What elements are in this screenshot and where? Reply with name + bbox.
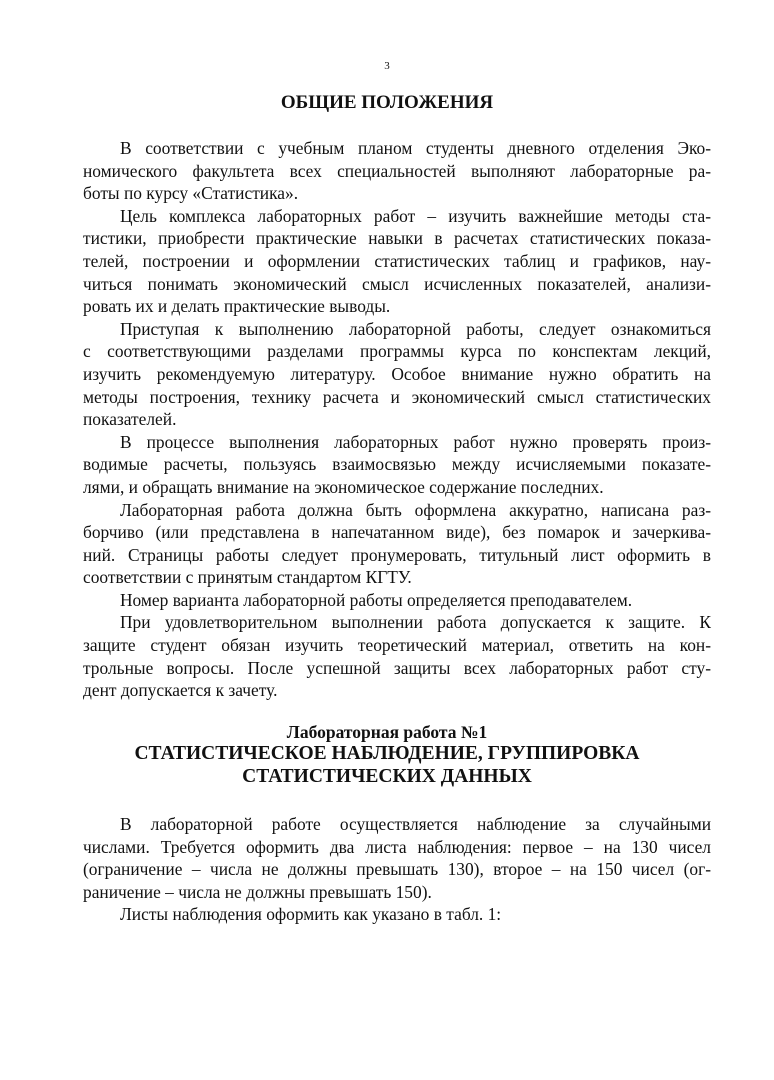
text-line: числами. Требуется оформить два листа наблюдения: первое – на 130 чисел	[83, 836, 711, 857]
text-line: В соответствии с учебным планом студенты дневного отделения Эко-	[120, 138, 711, 158]
paragraph	[83, 318, 711, 431]
text-line: показателей.	[83, 409, 177, 430]
lab-work-title-line2: СТАТИСТИЧЕСКИХ ДАННЫХ	[242, 766, 532, 787]
paragraph	[83, 589, 711, 612]
paragraph	[83, 499, 711, 589]
paragraph	[83, 205, 711, 318]
text-line: Приступая к выполнению лабораторной работы, следует ознакомиться	[120, 318, 711, 339]
text-line: защите студент обязан изучить теоретический материал, ответить на кон-	[83, 635, 711, 656]
paragraph	[83, 813, 711, 903]
text-line: (ограничение – числа не должны превышать 130), второе – на 150 чисел (ог-	[83, 859, 711, 880]
lab-work-body	[83, 813, 711, 926]
paragraph	[83, 431, 711, 499]
section-title-general: ОБЩИЕ ПОЛОЖЕНИЯ	[280, 92, 494, 113]
text-line: борчиво (или представлена в напечатанном виде), без помарок и зачеркива-	[83, 522, 711, 543]
section-general-body	[83, 137, 711, 702]
lab-work-title-line1: СТАТИСТИЧЕСКОЕ НАБЛЮДЕНИЕ, ГРУППИРОВКА	[134, 743, 640, 764]
text-line: В лабораторной работе осуществляется наблюдение за случайными	[120, 814, 711, 834]
lab-work-number: Лабораторная работа №1	[286, 722, 488, 742]
text-line: телей, построении и оформлении статистических таблиц и графиков, нау-	[83, 250, 711, 271]
text-line: тистики, приобрести практические навыки в расчетах статистических показа-	[83, 228, 711, 249]
text-line: с соответствующими разделами программы курса по конспектам лекций,	[83, 341, 711, 362]
text-line: Номер варианта лабораторной работы определяется преподавателем.	[120, 589, 633, 610]
paragraph	[83, 611, 711, 701]
paragraph	[83, 903, 711, 926]
text-line: Листы наблюдения оформить как указано в табл. 1:	[120, 904, 502, 925]
text-line: читься понимать экономический смысл исчисленных показателей, анализи-	[83, 273, 711, 294]
text-line: Лабораторная работа должна быть оформлена аккуратно, написана раз-	[120, 499, 711, 520]
text-line: методы построения, технику расчета и экономический смысл статистических	[83, 386, 711, 407]
text-line: ний. Страницы работы следует пронумеровать, титульный лист оформить в	[83, 544, 711, 565]
text-line: водимые расчеты, пользуясь взаимосвязью между исчисляемыми показате-	[83, 454, 711, 475]
text-line: ровать их и делать практические выводы.	[83, 296, 391, 317]
text-line: соответствии с принятым стандартом КГТУ.	[83, 567, 412, 588]
text-line: боты по курсу «Статистика».	[83, 183, 299, 204]
text-line: В процессе выполнения лабораторных работ нужно проверять произ-	[120, 431, 711, 452]
text-line: изучить рекомендуемую литературу. Особое внимание нужно обратить на	[83, 363, 711, 384]
paragraph	[83, 137, 711, 205]
text-line: раничение – числа не должны превышать 150).	[83, 881, 432, 902]
text-line: лями, и обращать внимание на экономическое содержание последних.	[83, 476, 604, 497]
page-number: 3	[384, 60, 390, 72]
text-line: При удовлетворительном выполнении работа допускается к защите. К	[120, 612, 711, 633]
text-line: трольные вопросы. После успешной защиты всех лабораторных работ сту-	[83, 657, 711, 678]
text-line: дент допускается к зачету.	[83, 680, 278, 701]
text-line: номического факультета всех специальностей выполняют лабораторные ра-	[83, 160, 711, 181]
text-line: Цель комплекса лабораторных работ – изучить важнейшие методы ста-	[120, 205, 711, 226]
